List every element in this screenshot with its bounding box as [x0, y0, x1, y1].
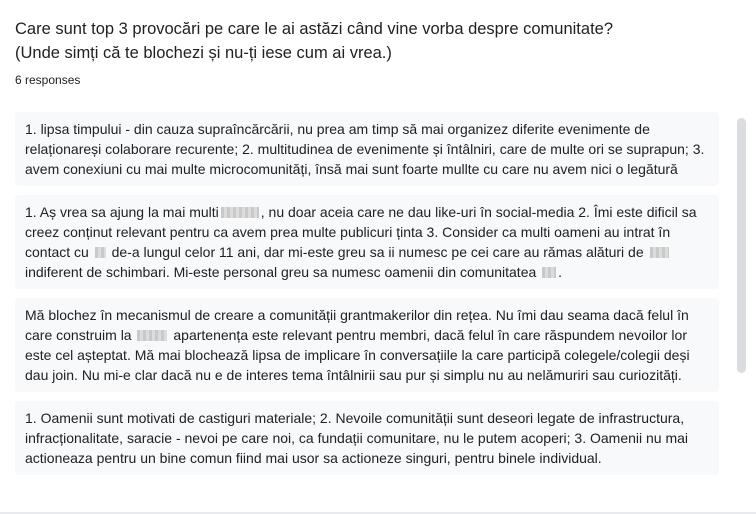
response-text: indiferent de schimbari. Mi-este personal greu sa numesc oamenii din comunitatea	[25, 264, 537, 280]
redacted-block	[650, 247, 669, 258]
response-card	[15, 298, 719, 392]
response-text: 1. lipsa timpului - din cauza supraîncărcării, nu prea am timp să mai organizez diferite evenimente de relaționareși colaborare recurente; 2. multitudinea de evenimente și întâlniri, care de multe ori se suprapun; 3. avem conexiuni cu mai multe microcomunități, însă mai sunt foarte mullte cu care nu avem nici o legătură	[25, 121, 705, 177]
response-text: Mă blochez în mecanismul de creare a comunității grantmakerilor din rețea. Nu îmi dau seama dacă felul în care construim la	[25, 307, 689, 343]
question-title	[15, 17, 715, 65]
redacted-block	[221, 207, 259, 218]
response-text: de-a lungul celor 11 ani, dar mi-este greu sa ii numesc pe cei care au rămas alături de	[111, 244, 644, 260]
question-subtext: (Unde simți că te blochezi și nu-ți iese cum ai vrea.)	[15, 44, 392, 62]
response-text: , nu doar aceia care ne dau like-uri în social-media 2. Îmi este dificil sa creez conținut relevant pentru ca avem prea multe publicuri ținta 3. Consider ca multi oameni au intrat în contact cu	[25, 204, 697, 260]
response-text: apartenența este relevant pentru membri, dacă felul în care răspundem nevoilor lor este cel așteptat. Mă mai blochează lipsa de implicare în conversațiile la care participă colegele/colegii deși dau join. Nu mi-e clar dacă nu e de interes tema întâlnirii sau pur și simplu nu au nelămuriri sau curiozități.	[25, 327, 690, 383]
response-card	[15, 112, 719, 186]
response-card	[15, 195, 719, 289]
response-list	[15, 112, 719, 484]
response-text: .	[558, 264, 563, 280]
response-text: 1. Aș vrea sa ajung la mai multi	[25, 204, 219, 220]
response-text: 1. Oamenii sunt motivati de castiguri materiale; 2. Nevoile comunității sunt deseori legate de infrastructura, infracționalitate, saracie - nevoi pe care noi, ca fundații comunitare, nu le putem acoperi; 3. Oamenii nu mai actioneaza pentru un bine comun fiind mai usor sa actioneze singuri, pentru binele individual.	[25, 410, 689, 466]
redacted-block	[95, 247, 106, 258]
scrollbar-thumb[interactable]	[737, 118, 746, 373]
response-count: 6 responses	[15, 73, 81, 87]
redacted-block	[542, 267, 556, 278]
redacted-block	[137, 330, 167, 341]
response-card	[15, 401, 719, 475]
question-text: Care sunt top 3 provocări pe care le ai astăzi când vine vorba despre comunitate?	[15, 20, 614, 38]
